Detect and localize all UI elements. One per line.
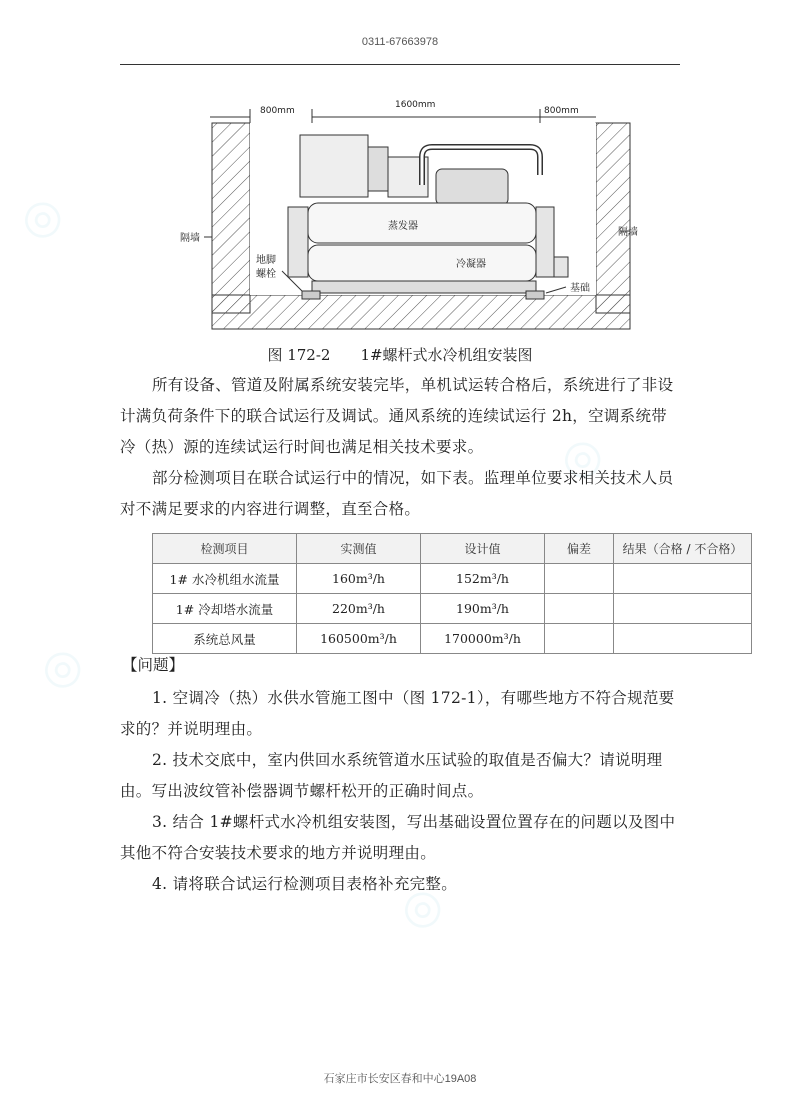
- left-wall: [212, 123, 250, 313]
- cell-deviation: [545, 564, 614, 594]
- cell-measured: 160500m³/h: [297, 624, 421, 654]
- page-footer-address: 石家庄市长安区春和中心19A08: [323, 1073, 477, 1085]
- col-header-deviation: 偏差: [545, 534, 614, 564]
- question-4: 4. 请将联合试运行检测项目表格补充完整。: [152, 875, 458, 893]
- compressor: [300, 135, 368, 197]
- cell-result: [614, 594, 752, 624]
- label-wall-right: 隔墙: [618, 227, 638, 238]
- watermark: ◎: [7, 183, 73, 251]
- floor-slab: [212, 295, 630, 329]
- foundation-right: [526, 291, 544, 299]
- watermark: ◎: [27, 633, 93, 701]
- label-foundation: 基础: [570, 283, 590, 294]
- oil-separator: [436, 169, 508, 205]
- cell-item: 1# 水冷机组水流量: [153, 564, 297, 594]
- col-header-design: 设计值: [421, 534, 545, 564]
- foundation-left: [302, 291, 320, 299]
- paragraph-trial-run: 所有设备、管道及附属系统安装完毕，单机试运转合格后，系统进行了非设计满负荷条件下的联合试运行及调试。通风系统的连续试运行 2h，空调系统带冷（热）源的连续试运行时间也满足相关技术要求。: [120, 376, 674, 456]
- paragraph-inspection: 部分检测项目在联合试运行中的情况，如下表。监理单位要求相关技术人员对不满足要求的内容进行调整，直至合格。: [120, 469, 674, 518]
- cell-item: 1# 冷却塔水流量: [153, 594, 297, 624]
- cell-measured: 220m³/h: [297, 594, 421, 624]
- label-anchor-bolt-1: 地脚: [256, 255, 276, 266]
- table-header-row: [153, 534, 752, 564]
- col-header-result: 结果（合格 / 不合格）: [614, 534, 752, 564]
- table-row: [153, 594, 752, 624]
- cell-result: [614, 624, 752, 654]
- questions-heading: 【问题】: [122, 656, 185, 674]
- figure-caption: 图 172-2 1#螺杆式水冷机组安装图: [267, 346, 533, 364]
- label-evaporator: 蒸发器: [388, 221, 418, 232]
- question-2: 2. 技术交底中，室内供回水系统管道水压试验的取值是否偏大？请说明理由。写出波纹管补偿器调节螺杆松开的正确时间点。: [120, 751, 663, 800]
- cell-measured: 160m³/h: [297, 564, 421, 594]
- label-wall-left: 隔墙: [180, 233, 200, 244]
- dim-left: 800mm: [260, 106, 295, 116]
- chiller-base: [312, 281, 536, 293]
- question-3: 3. 结合 1#螺杆式水冷机组安装图，写出基础设置位置存在的问题以及图中其他不符合安装技术要求的地方并说明理由。: [120, 813, 676, 862]
- dim-middle: 1600mm: [395, 100, 436, 110]
- inspection-table: [152, 533, 752, 654]
- cell-deviation: [545, 594, 614, 624]
- chiller-installation-figure: [160, 95, 640, 335]
- table-row: [153, 624, 752, 654]
- cell-design: 152m³/h: [421, 564, 545, 594]
- cell-result: [614, 564, 752, 594]
- page-header-phone: 0311-67663978: [361, 36, 439, 48]
- cell-design: 170000m³/h: [421, 624, 545, 654]
- question-1: 1. 空调冷（热）水供水管施工图中（图 172-1），有哪些地方不符合规范要求的？并说明理由。: [120, 689, 675, 738]
- cell-design: 190m³/h: [421, 594, 545, 624]
- label-condenser: 冷凝器: [456, 259, 486, 270]
- col-header-measured: 实测值: [297, 534, 421, 564]
- watermark: ◎: [547, 423, 613, 491]
- col-header-item: 检测项目: [153, 534, 297, 564]
- header-rule: [120, 64, 680, 65]
- dim-right: 800mm: [544, 106, 579, 116]
- watermark: ◎: [387, 873, 453, 941]
- cell-item: 系统总风量: [153, 624, 297, 654]
- condenser-shell: [308, 245, 536, 281]
- cell-deviation: [545, 624, 614, 654]
- label-anchor-bolt-2: 螺栓: [256, 269, 276, 280]
- evaporator-shell: [308, 203, 536, 243]
- table-row: [153, 564, 752, 594]
- right-wall: [596, 123, 630, 313]
